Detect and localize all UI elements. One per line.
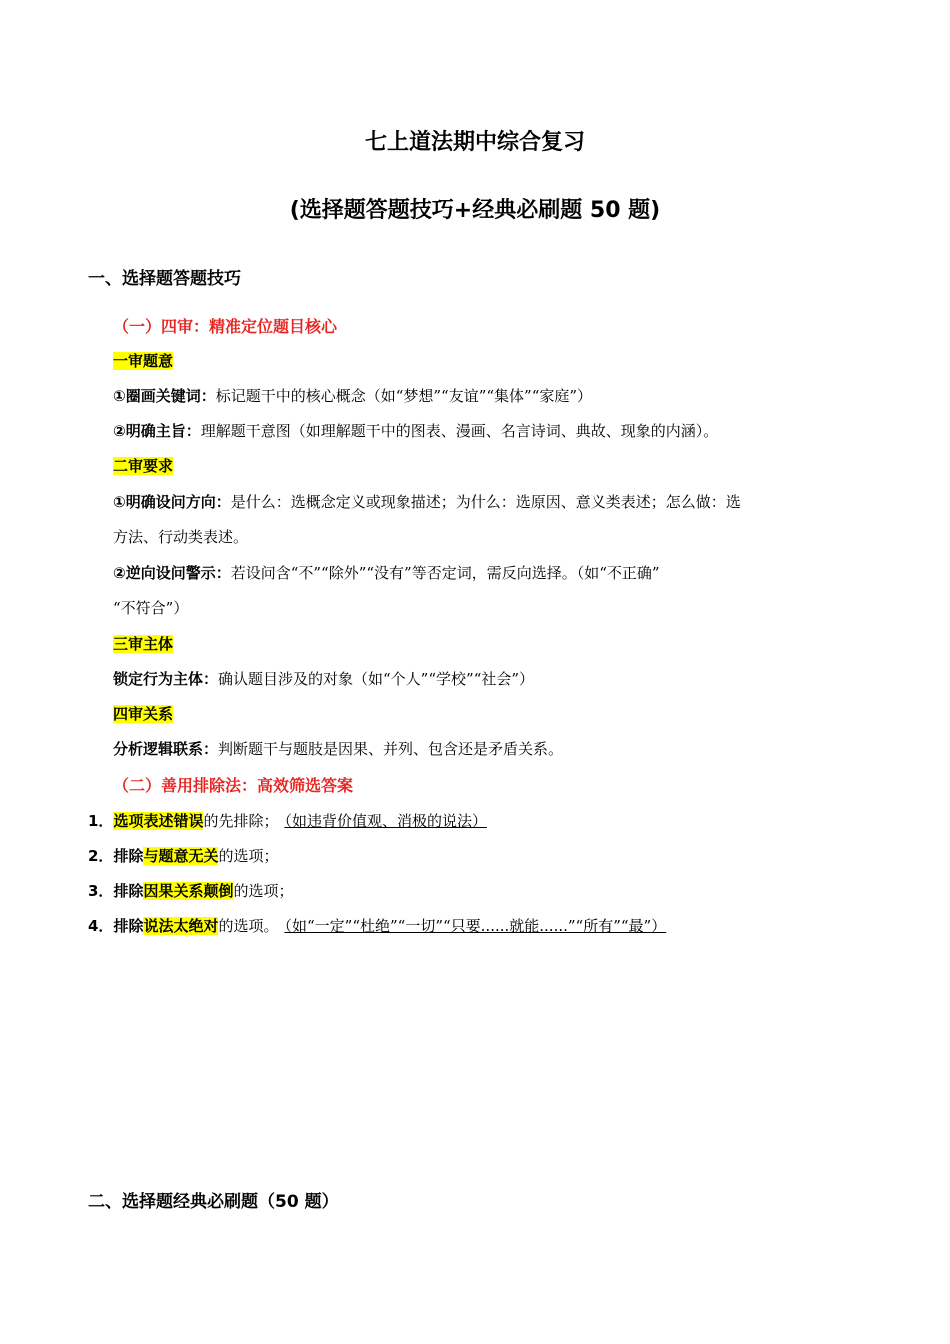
part1-title: （一）四审：精准定位题目核心: [113, 317, 338, 336]
list-item: 1．选项表述错误的先排除； （如违背价值观、消极的说法）: [88, 812, 487, 830]
section-heading-2: 二、选择题经典必刷题（50 题）: [88, 1192, 339, 1212]
step4-label: 四审关系: [113, 705, 174, 723]
step1-line2: ②明确主旨：理解题干意图（如理解题干中的图表、漫画、名言诗词、典故、现象的内涵）。: [113, 422, 719, 440]
step2-line1-cont: 方法、行动类表述。: [113, 528, 249, 546]
step2-line2-cont: “不符合”）: [113, 599, 189, 617]
page-title: 七上道法期中综合复习: [364, 130, 585, 155]
list-item: 2．排除与题意无关的选项；: [88, 847, 279, 865]
step3-label: 三审主体: [113, 635, 174, 653]
step2-label: 二审要求: [113, 457, 174, 475]
list-item: 4．排除说法太绝对的选项。 （如“一定”“杜绝”“一切”“只要......就能......”“所有”“最”）: [88, 917, 667, 935]
part2-title: （二）善用排除法：高效筛选答案: [113, 776, 354, 795]
section-heading-1: 一、选择题答题技巧: [88, 269, 241, 289]
step2-line2: ②逆向设问警示：若设问含“不”“除外”“没有”等否定词，需反向选择。（如“不正确”: [113, 564, 660, 582]
step1-label: 一审题意: [113, 352, 174, 370]
page-subtitle: (选择题答题技巧+经典必刷题 50 题): [289, 198, 661, 223]
step1-line1: ①圈画关键词：标记题干中的核心概念（如“梦想”“友谊”“集体”“家庭”）: [113, 387, 593, 405]
step2-line1: ①明确设问方向：是什么：选概念定义或现象描述；为什么：选原因、意义类表述；怎么做：选: [113, 493, 741, 511]
step4-line1: 分析逻辑联系：判断题干与题肢是因果、并列、包含还是矛盾关系。: [113, 740, 564, 758]
list-item: 3．排除因果关系颠倒的选项；: [88, 882, 294, 900]
step3-line1: 锁定行为主体：确认题目涉及的对象（如“个人”“学校”“社会”）: [113, 670, 535, 688]
